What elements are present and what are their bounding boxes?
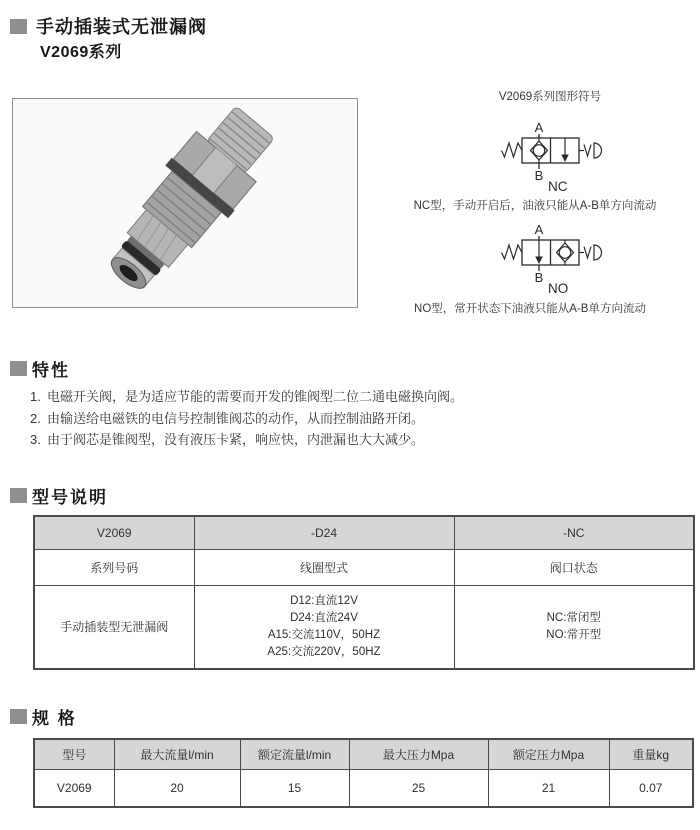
page-subtitle: V2069系列 <box>40 44 122 61</box>
spec-value-rated-flow: 15 <box>240 769 349 807</box>
section-bullet-icon <box>10 361 27 376</box>
page-title: 手动插装式无泄漏阀 <box>36 17 207 37</box>
no-caption: NO型，常开状态下油液只能从A-B单方向流动 <box>414 303 646 315</box>
model-label-coil-cell: 线圈型式 <box>194 549 454 585</box>
spec-header-model: 型号 <box>34 739 114 769</box>
port-state-option: NO:常开型 <box>546 628 602 641</box>
spring-icon <box>502 245 523 259</box>
feature-number: 2. <box>30 410 41 426</box>
nc-port-a-label: A <box>534 120 544 135</box>
feature-text: 由于阀芯是锥阀型，没有液压卡紧，响应快，内泄漏也大大减少。 <box>47 432 425 447</box>
feature-text: 由输送给电磁铁的电信号控制锥阀芯的动作，从而控制油路开闭。 <box>47 410 425 426</box>
spec-table-heading: 规 格 <box>32 709 77 728</box>
model-table <box>33 515 695 670</box>
table-row <box>34 769 693 807</box>
flow-arrow-icon <box>561 138 569 162</box>
nc-symbol-diagram <box>492 110 627 202</box>
check-valve-icon <box>531 138 548 163</box>
section-bullet-icon <box>10 19 27 34</box>
nc-state-label: NC <box>548 179 568 194</box>
no-port-b-label: B <box>534 270 544 285</box>
model-code-state-cell: -NC <box>454 516 694 549</box>
model-label-series-cell: 系列号码 <box>34 549 194 585</box>
features-list <box>30 386 675 451</box>
spec-header-rated-flow: 额定流量l/min <box>240 739 349 769</box>
feature-item <box>30 429 675 451</box>
section-bullet-icon <box>10 709 27 724</box>
feature-item <box>30 408 675 430</box>
model-code-coil-cell: -D24 <box>194 516 454 549</box>
spec-header-max-pressure: 最大压力Mpa <box>349 739 488 769</box>
spec-value-rated-pressure: 21 <box>488 769 609 807</box>
spec-header-weight: 重量kg <box>609 739 693 769</box>
coil-option: A25:交流220V，50HZ <box>267 645 381 658</box>
feature-number: 1. <box>30 389 41 404</box>
spec-value-max-pressure: 25 <box>349 769 488 807</box>
check-valve-icon <box>557 240 574 265</box>
coil-option: D12:直流12V <box>290 594 358 607</box>
spec-value-weight: 0.07 <box>609 769 693 807</box>
port-state-option: NC:常闭型 <box>546 611 601 624</box>
spec-table <box>33 738 694 808</box>
port-state-cell <box>454 585 694 669</box>
nc-caption: NC型，手动开启后，油液只能从A-B单方向流动 <box>413 200 657 212</box>
feature-number: 3. <box>30 432 41 447</box>
symbol-section-title: V2069系列图形符号 <box>498 91 602 103</box>
features-heading: 特性 <box>32 361 70 380</box>
spring-icon <box>502 143 523 157</box>
feature-text: 电磁开关阀，是为适应节能的需要而开发的锥阀型二位二通电磁换向阀。 <box>47 389 464 404</box>
manual-actuator-icon <box>579 245 602 260</box>
coil-option: D24:直流24V <box>290 611 358 624</box>
nc-port-b-label: B <box>534 168 544 183</box>
section-bullet-icon <box>10 488 27 503</box>
no-port-a-label: A <box>534 222 544 237</box>
coil-options-cell <box>194 585 454 669</box>
flow-arrow-icon <box>535 240 543 264</box>
coil-option: A15:交流110V，50HZ <box>267 628 381 641</box>
no-state-label: NO <box>548 281 569 296</box>
manual-actuator-icon <box>579 143 602 158</box>
no-symbol-diagram <box>492 212 627 304</box>
model-code-series-cell: V2069 <box>34 516 194 549</box>
feature-item <box>30 386 675 408</box>
spec-value-model: V2069 <box>34 769 114 807</box>
spec-header-max-flow: 最大流量l/min <box>114 739 240 769</box>
product-photo-frame <box>12 98 358 308</box>
model-table-heading: 型号说明 <box>32 488 108 507</box>
valve-drawing <box>91 99 287 307</box>
spec-header-rated-pressure: 额定压力Mpa <box>488 739 609 769</box>
product-photo <box>13 99 357 307</box>
model-label-state-cell: 阀口状态 <box>454 549 694 585</box>
model-name-cell: 手动插装型无泄漏阀 <box>34 585 194 669</box>
spec-value-max-flow: 20 <box>114 769 240 807</box>
